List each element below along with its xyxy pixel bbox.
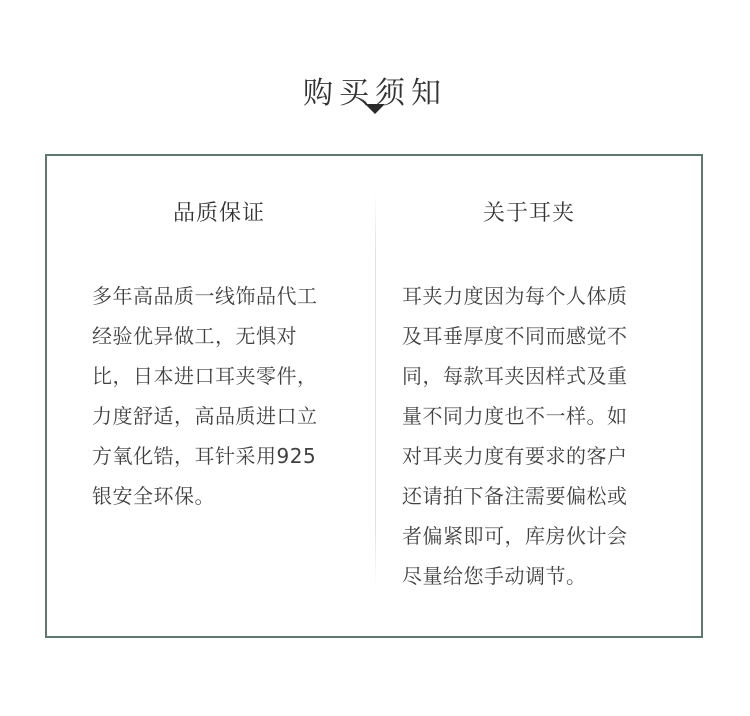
body-line: 比，日本进口耳夹零件， — [92, 364, 318, 388]
chevron-down-icon — [365, 104, 385, 114]
section-about-ear-clips — [402, 196, 664, 596]
column-divider — [375, 192, 376, 588]
page-title: 购买须知 — [303, 76, 447, 112]
section-body — [92, 276, 354, 516]
body-line: 经验优异做工，无惧对 — [92, 324, 297, 348]
body-line: 方氧化锆，耳针采用925 — [92, 444, 317, 468]
section-heading: 品质保证 — [172, 201, 265, 226]
body-line: 尽量给您手动调节。 — [402, 564, 587, 588]
body-line: 者偏紧即可，库房伙计会 — [402, 524, 628, 548]
body-line: 银安全环保。 — [92, 484, 215, 508]
body-line: 对耳夹力度有要求的客户 — [402, 444, 628, 468]
section-heading: 关于耳夹 — [482, 201, 575, 226]
body-line: 同，每款耳夹因样式及重 — [402, 364, 628, 388]
body-line: 还请拍下备注需要偏松或 — [402, 484, 628, 508]
body-line: 量不同力度也不一样。如 — [402, 404, 628, 428]
body-line: 及耳垂厚度不同而感觉不 — [402, 324, 628, 348]
section-body — [402, 276, 664, 596]
body-line: 力度舒适，高品质进口立 — [92, 404, 318, 428]
body-line: 多年高品质一线饰品代工 — [92, 284, 318, 308]
body-line: 耳夹力度因为每个人体质 — [402, 284, 628, 308]
section-quality-guarantee — [92, 196, 354, 516]
